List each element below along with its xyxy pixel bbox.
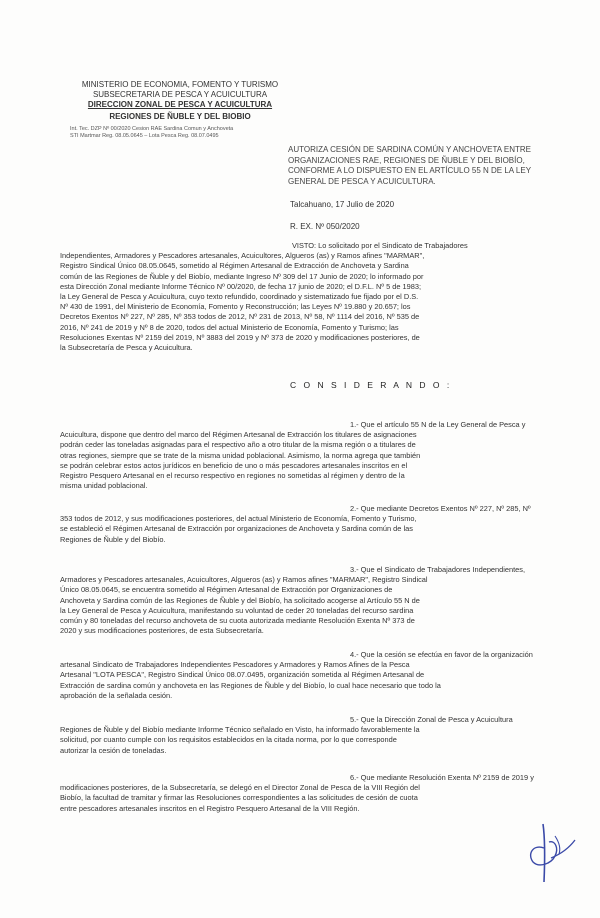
paragraph-line: 5.- Que la Dirección Zonal de Pesca y Acuicultura	[350, 715, 513, 724]
paragraph-line: aprobación de la señalada cesión.	[60, 690, 173, 700]
paragraph-line: común y 80 toneladas del recurso anchoveta de su cuota autorizada mediante Resolución Exenta Nº 373 de	[60, 616, 415, 626]
paragraph-line: 1.- Que el artículo 55 N de la Ley General de Pesca y	[350, 420, 526, 429]
paragraph-line: Registro Pesquero Artesanal en el recurso respectivo en regiones no sometidas al régimen y dentro de la	[60, 471, 405, 481]
visto-line: 2016, Nº 241 de 2019 y Nº 8 de 2020, todos del actual Ministerio de Economía, Fomento y Turismo; las	[60, 322, 399, 332]
visto-line: Resoluciones Exentas Nº 2159 del 2019, Nº 3883 del 2019 y Nº 373 de 2020 y modificaciones posteriores, de	[60, 332, 420, 342]
subsecretaria-name: SUBSECRETARIA DE PESCA Y ACUICULTURA	[92, 90, 268, 99]
header-reference-1: Int. Tec. DZP Nº 00/2020 Cesion RAE Sardina Comun y Anchoveta	[70, 126, 234, 132]
paragraph-line: 6.- Que mediante Resolución Exenta Nº 2159 de 2019 y	[350, 773, 534, 782]
handwritten-signature	[515, 818, 585, 888]
paragraph-line: Único 08.05.0645, se encuentra sometido al Régimen Artesanal de Extracción por Organizaciones de	[60, 585, 393, 595]
paragraph-line: se estableció el Régimen Artesanal de Extracción por organizaciones de Anchoveta y Sardina común de las	[60, 524, 413, 534]
header-reference-2: STI Martmar Reg. 08.05.0645 – Lota Pesca Reg. 08.07.0495	[70, 133, 219, 139]
visto-line: Registro Sindical Único 08.05.0645, sometido al Régimen Artesanal de Extracción de Anchoveta y Sardina	[60, 261, 409, 271]
paragraph-line: 2020 y sus modificaciones posteriores, de esta Subsecretaría.	[60, 626, 264, 636]
paragraph-line: 353 todos de 2012, y sus modificaciones posteriores, del actual Ministerio de Economía, Fomento y Turismo,	[60, 514, 417, 524]
visto-line: Independientes, Armadores y Pescadores artesanales, Acuicultores, Algueros (as) y Ramos afines "MARMAR",	[60, 251, 425, 261]
paragraph-line: Acuicultura, dispone que dentro del marco del Régimen Artesanal de Extracción los titulares de asignaciones	[60, 430, 417, 440]
subject-line: AUTORIZA CESIÓN DE SARDINA COMÚN Y ANCHOVETA ENTRE	[288, 145, 532, 154]
document-date: Talcahuano, 17 Julio de 2020	[290, 200, 395, 209]
visto-line: la Subsecretaría de Pesca y Acuicultura.	[60, 343, 193, 353]
paragraph-line: Regiones de Ñuble y del Biobío.	[60, 534, 166, 544]
paragraph-line: misma unidad poblacional.	[60, 481, 148, 491]
paragraph-line: Armadores y Pescadores artesanales, Acuicultores, Algueros (as) y Ramos afines "MARMAR", Registro Sindical	[60, 575, 428, 585]
paragraph-line: otras regiones, siempre que se trate de la misma unidad poblacional. Asimismo, la norma agrega que también	[60, 450, 421, 460]
considerando-paragraph-6	[60, 773, 538, 814]
paragraph-line: 2.- Que mediante Decretos Exentos Nº 227, Nº 285, Nº	[350, 504, 531, 513]
regiones-name: REGIONES DE ÑUBLE Y DEL BIOBIO	[109, 112, 251, 121]
paragraph-line: Biobío, la facultad de tramitar y firmar las Resoluciones correspondientes a las solicitudes de cesión de cuota	[60, 793, 418, 803]
visto-section	[60, 241, 538, 353]
considerando-paragraph-5	[60, 715, 538, 756]
visto-line: esta Dirección Zonal mediante Informe Técnico Nº 00/2020, de fecha 17 junio de 2020; el D.F.L. Nº 5 de 1983;	[60, 281, 422, 291]
paragraph-line: 4.- Que la cesión se efectúa en favor de la organización	[350, 650, 533, 659]
paragraph-line: entre pescadores artesanales inscritos en el Registro Pesquero Artesanal de la VIII Región.	[60, 803, 360, 813]
paragraph-line: solicitud, por cuanto cumple con los requisitos establecidos en la citada norma, por lo que corresponde	[60, 735, 397, 745]
resolution-subject	[288, 145, 536, 187]
paragraph-line: Anchoveta y Sardina común de las Regiones de Ñuble y del Biobío, ha solicitado acogerse al Artículo 55 N de	[60, 595, 420, 605]
visto-line: la Ley General de Pesca y Acuicultura, cuyo texto refundido, coordinado y sistematizado fue fijado por el D.S.	[60, 292, 419, 302]
considerando-title: C O N S I D E R A N D O :	[290, 380, 452, 390]
visto-line: Decretos Exentos Nº 227, Nº 285, Nº 353 todos de 2012, Nº 231 de 2013, Nº 58, Nº 1114 del 2016, Nº 535 de	[60, 312, 420, 322]
paragraph-line: artesanal Sindicato de Trabajadores Independientes Pescadores y Armadores y Ramos Afines de la Pesca	[60, 660, 410, 670]
subject-line: ORGANIZACIONES RAE, REGIONES DE ÑUBLE Y DEL BIOBÍO,	[288, 155, 525, 165]
paragraph-line: se podrán celebrar estos actos jurídicos en beneficio de uno o más pescadores artesanales inscritos en el	[60, 460, 408, 470]
paragraph-line: modificaciones posteriores, de la Subsecretaría, se delegó en el Director Zonal de Pesca de la VIII Región del	[60, 783, 420, 793]
visto-line: VISTO: Lo solicitado por el Sindicato de Trabajadores	[292, 241, 468, 250]
subject-line: GENERAL DE PESCA Y ACUICULTURA.	[288, 176, 436, 186]
ministry-name: MINISTERIO DE ECONOMIA, FOMENTO Y TURISMO	[81, 80, 279, 89]
considerando-paragraph-1	[60, 420, 538, 491]
paragraph-line: podrán ceder las toneladas asignadas para el respectivo año a otro titular de la misma región o a titulares de	[60, 440, 416, 450]
visto-line: Nº 430 de 1991, del Ministerio de Economía, Fomento y Reconstrucción; las Leyes Nº 19.880 y 20.657; los	[60, 302, 411, 312]
paragraph-line: Extracción de sardina común y anchoveta en las Regiones de Ñuble y del Biobío, lo cual hace necesario que todo la	[60, 680, 441, 690]
considerando-paragraph-3	[60, 565, 538, 636]
direccion-zonal-name: DIRECCION ZONAL DE PESCA Y ACUICULTURA	[87, 100, 273, 109]
paragraph-line: 3.- Que el Sindicato de Trabajadores Independientes,	[350, 565, 526, 574]
resolution-number: R. EX. Nº 050/2020	[290, 222, 360, 231]
paragraph-line: Regiones de Ñuble y del Biobío mediante Informe Técnico señalado en Visto, ha informado favorablemente la	[60, 725, 420, 735]
considerando-paragraph-2	[60, 504, 538, 545]
institution-header	[70, 80, 290, 140]
considerando-paragraph-4	[60, 650, 538, 701]
paragraph-line: autorizar la cesión de toneladas.	[60, 745, 167, 755]
paragraph-line: la Ley General de Pesca y Acuicultura, manifestando su voluntad de ceder 20 toneladas del recurso sardina	[60, 605, 414, 615]
paragraph-line: Artesanal "LOTA PESCA", Registro Sindical Único 08.07.0495, organización sometida al Régimen Artesanal de	[60, 670, 425, 680]
visto-line: común de las Regiones de Ñuble y del Biobío, mediante Ingreso Nº 309 del 17 Junio de 2020; lo informado por	[60, 271, 424, 281]
subject-line: CONFORME A LO DISPUESTO EN EL ARTÍCULO 55 N DE LA LEY	[288, 166, 532, 175]
